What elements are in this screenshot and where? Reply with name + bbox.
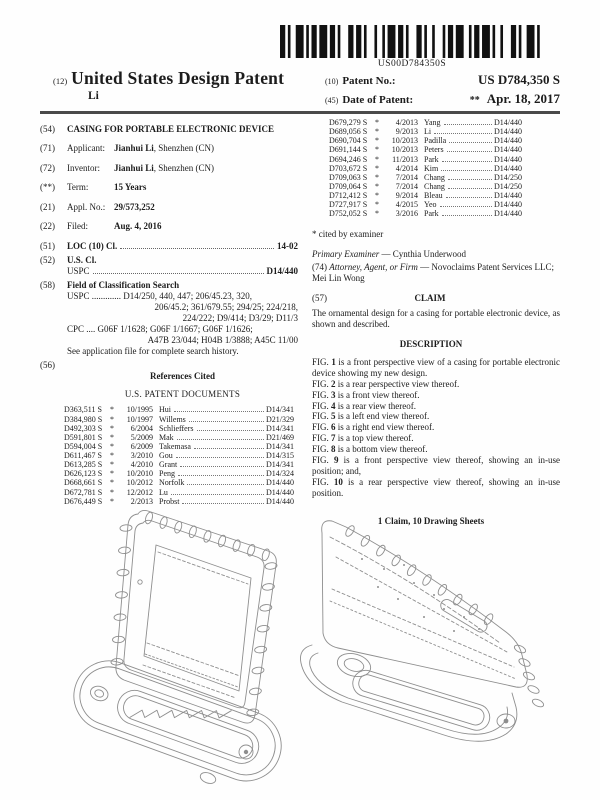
filed-label: Filed: bbox=[67, 221, 89, 232]
term-value: 15 Years bbox=[114, 182, 147, 193]
field-num-10: (10) bbox=[325, 77, 339, 86]
reference-row: D676,449 S * 2/2013 Probst D14/440 bbox=[64, 496, 294, 506]
reference-row: D672,781 S * 12/2012 Lu D14/440 bbox=[64, 487, 294, 497]
attorney-value: — Novoclaims Patent Services LLC; Mei Lin Wong bbox=[312, 261, 555, 283]
field-num: (**) bbox=[40, 182, 55, 193]
field-classification-search bbox=[40, 280, 298, 357]
figure-description: FIG. 3 is a front view thereof. bbox=[312, 389, 420, 400]
field-term bbox=[40, 182, 298, 193]
applicant-name: Jianhui Li bbox=[114, 143, 154, 154]
reference-row: D626,123 S * 10/2010 Peng D14/324 bbox=[64, 469, 294, 479]
dotted-leader bbox=[93, 273, 264, 274]
inventor-name: Jianhui Li bbox=[114, 162, 154, 173]
search-title: Field of Classification Search bbox=[67, 279, 180, 290]
field-title bbox=[40, 124, 298, 135]
barcode-block bbox=[278, 25, 546, 69]
field-num-74: (74) bbox=[312, 261, 327, 272]
document-kind bbox=[53, 68, 284, 102]
claim-heading: CLAIM bbox=[414, 292, 446, 303]
references-table-right bbox=[329, 119, 532, 219]
reference-row: D694,246 S * 11/2013 Park D14/440 bbox=[329, 154, 522, 164]
uspc-line-2: 206/45.2; 361/679.55; 294/25; 224/218, bbox=[154, 301, 298, 312]
figure-description: FIG. 1 is a front perspective view of a casing for portable electronic device showing my new design. bbox=[312, 356, 561, 378]
figure-description: FIG. 8 is a bottom view thereof. bbox=[312, 444, 428, 455]
figure-description: FIG. 5 is a left end view thereof. bbox=[312, 411, 430, 422]
search-history-note: See application file for complete search history. bbox=[67, 345, 239, 356]
description-heading: DESCRIPTION bbox=[399, 338, 463, 349]
field-num: (58) bbox=[40, 279, 55, 290]
patent-no-label: Patent No.: bbox=[342, 75, 396, 87]
us-patent-documents-heading: U.S. PATENT DOCUMENTS bbox=[124, 389, 241, 400]
primary-examiner-line bbox=[312, 249, 560, 260]
figure-description: FIG. 7 is a top view thereof. bbox=[312, 433, 414, 444]
field-num-12: (12) bbox=[53, 76, 68, 86]
field-num: (52) bbox=[40, 254, 55, 265]
cited-by-examiner-note: * cited by examiner bbox=[312, 228, 384, 239]
attorney-label: Attorney, Agent, or Firm bbox=[329, 261, 418, 272]
barcode-text: US00D784350S bbox=[377, 59, 447, 69]
field-references bbox=[40, 360, 298, 407]
uspc-line-3: 224/222; D9/414; D3/29; D11/3 bbox=[182, 312, 298, 323]
cpc-line-1: CPC .... G06F 1/1628; G06F 1/1667; G06F 1/1626; bbox=[67, 323, 253, 334]
field-inventor bbox=[40, 163, 298, 174]
reference-row: D689,056 S * 9/2013 Li D14/440 bbox=[329, 127, 522, 137]
patent-date-row bbox=[325, 91, 560, 107]
reference-row: D668,661 S * 10/2012 Norfolk D14/440 bbox=[64, 478, 294, 488]
left-column bbox=[40, 124, 298, 507]
reference-row: D492,303 S * 6/2004 Schlieffers D14/341 bbox=[64, 423, 294, 433]
field-num: (56) bbox=[40, 359, 55, 370]
term-label: Term: bbox=[67, 182, 89, 193]
field-num: (51) bbox=[40, 240, 55, 251]
examiner-name: — Cynthia Underwood bbox=[381, 248, 466, 259]
loc-value: 14-02 bbox=[277, 240, 298, 251]
patent-no-value: US D784,350 S bbox=[478, 72, 560, 87]
field-num-45: (45) bbox=[325, 96, 339, 105]
field-num: (72) bbox=[40, 162, 55, 173]
field-applicant bbox=[40, 143, 298, 154]
appl-no-label: Appl. No.: bbox=[67, 201, 106, 212]
figure-description: FIG. 2 is a rear perspective view thereof. bbox=[312, 378, 460, 389]
invention-title: CASING FOR PORTABLE ELECTRONIC DEVICE bbox=[67, 124, 275, 134]
date-label: Date of Patent: bbox=[342, 94, 414, 106]
applicant-label: Applicant: bbox=[67, 143, 105, 154]
claim-sheets-note: 1 Claim, 10 Drawing Sheets bbox=[377, 516, 485, 527]
inventor-surname: Li bbox=[88, 90, 99, 102]
dotted-leader bbox=[120, 248, 274, 249]
attorney-line bbox=[312, 262, 560, 284]
date-text: Apr. 18, 2017 bbox=[486, 91, 560, 106]
patent-identifiers bbox=[325, 72, 560, 110]
term-stars: ** bbox=[469, 95, 480, 106]
reference-row: D752,052 S * 3/2016 Park D14/440 bbox=[329, 209, 522, 219]
patent-number-row bbox=[325, 72, 560, 88]
header-rule bbox=[40, 111, 560, 114]
field-us-class bbox=[40, 255, 298, 277]
figure-description: FIG. 9 is a front perspective view thereof, showing an in-use position; and, bbox=[312, 455, 560, 477]
field-num-57: (57) bbox=[312, 292, 327, 303]
reference-row: D691,144 S * 10/2013 Peters D14/440 bbox=[329, 145, 522, 155]
reference-row: D594,004 S * 6/2009 Takemasa D14/341 bbox=[64, 441, 294, 451]
uspc-label: USPC bbox=[67, 265, 90, 276]
cpc-line-2: A47B 23/044; H04B 1/3888; A45C 11/00 bbox=[147, 334, 298, 345]
reference-row: D679,279 S * 4/2013 Yang D14/440 bbox=[329, 118, 522, 127]
inventor-label: Inventor: bbox=[67, 162, 100, 173]
loc-label: LOC (10) Cl. bbox=[67, 240, 118, 251]
claim-heading-row bbox=[312, 293, 560, 304]
applicant-location: , Shenzhen (CN) bbox=[153, 143, 215, 154]
drawing-rear-perspective bbox=[292, 497, 560, 759]
appl-no-value: 29/573,252 bbox=[114, 201, 155, 212]
reference-row: D611,467 S * 3/2010 Gou D14/315 bbox=[64, 451, 294, 461]
reference-row: D712,412 S * 9/2014 Bleau D14/440 bbox=[329, 191, 522, 200]
reference-row: D690,704 S * 10/2013 Padilla D14/440 bbox=[329, 136, 522, 146]
field-num: (54) bbox=[40, 124, 55, 134]
references-table-left bbox=[64, 406, 304, 506]
field-num: (21) bbox=[40, 201, 55, 212]
us-cl-label: U.S. Cl. bbox=[67, 254, 97, 265]
inventor-location: , Shenzhen (CN) bbox=[153, 162, 215, 173]
right-column bbox=[312, 119, 560, 527]
figure-description: FIG. 6 is a right end view thereof. bbox=[312, 422, 435, 433]
references-heading: References Cited bbox=[149, 370, 216, 381]
claim-text: The ornamental design for a casing for portable electronic device, as shown and described. bbox=[312, 307, 560, 329]
figure-description: FIG. 10 is a rear perspective view thereof, showing an in-use position. bbox=[312, 477, 561, 499]
reference-row: D384,980 S * 10/1997 Willems D21/329 bbox=[64, 414, 294, 424]
barcode bbox=[280, 25, 545, 58]
field-appl-no bbox=[40, 202, 298, 213]
reference-row: D727,917 S * 4/2015 Yeo D14/440 bbox=[329, 200, 522, 210]
field-num: (22) bbox=[40, 221, 55, 232]
reference-row: D591,801 S * 5/2009 Mak D21/469 bbox=[64, 432, 294, 442]
reference-row: D709,063 S * 7/2014 Chang D14/250 bbox=[329, 172, 522, 182]
figure-description: FIG. 4 is a rear view thereof. bbox=[312, 400, 416, 411]
reference-row: D613,285 S * 4/2010 Grant D14/341 bbox=[64, 460, 294, 470]
barcode-bars bbox=[280, 25, 540, 58]
reference-row: D709,064 S * 7/2014 Chang D14/250 bbox=[329, 181, 522, 191]
uspc-line-1: USPC ............. D14/250, 440, 447; 206/45.23, 320, bbox=[67, 290, 253, 301]
field-num: (71) bbox=[40, 143, 55, 154]
date-value bbox=[470, 91, 560, 107]
reference-row: D363,511 S * 10/1995 Hui D14/341 bbox=[64, 405, 294, 415]
filed-date: Aug. 4, 2016 bbox=[114, 221, 162, 232]
drawing-front-perspective bbox=[50, 494, 302, 799]
uspc-value: D14/440 bbox=[266, 265, 298, 276]
field-filed bbox=[40, 221, 298, 232]
field-loc-class bbox=[40, 241, 298, 252]
examiner-label: Primary Examiner bbox=[312, 248, 380, 259]
reference-row: D703,672 S * 4/2014 Kim D14/440 bbox=[329, 163, 522, 173]
page-title: United States Design Patent bbox=[71, 68, 285, 88]
